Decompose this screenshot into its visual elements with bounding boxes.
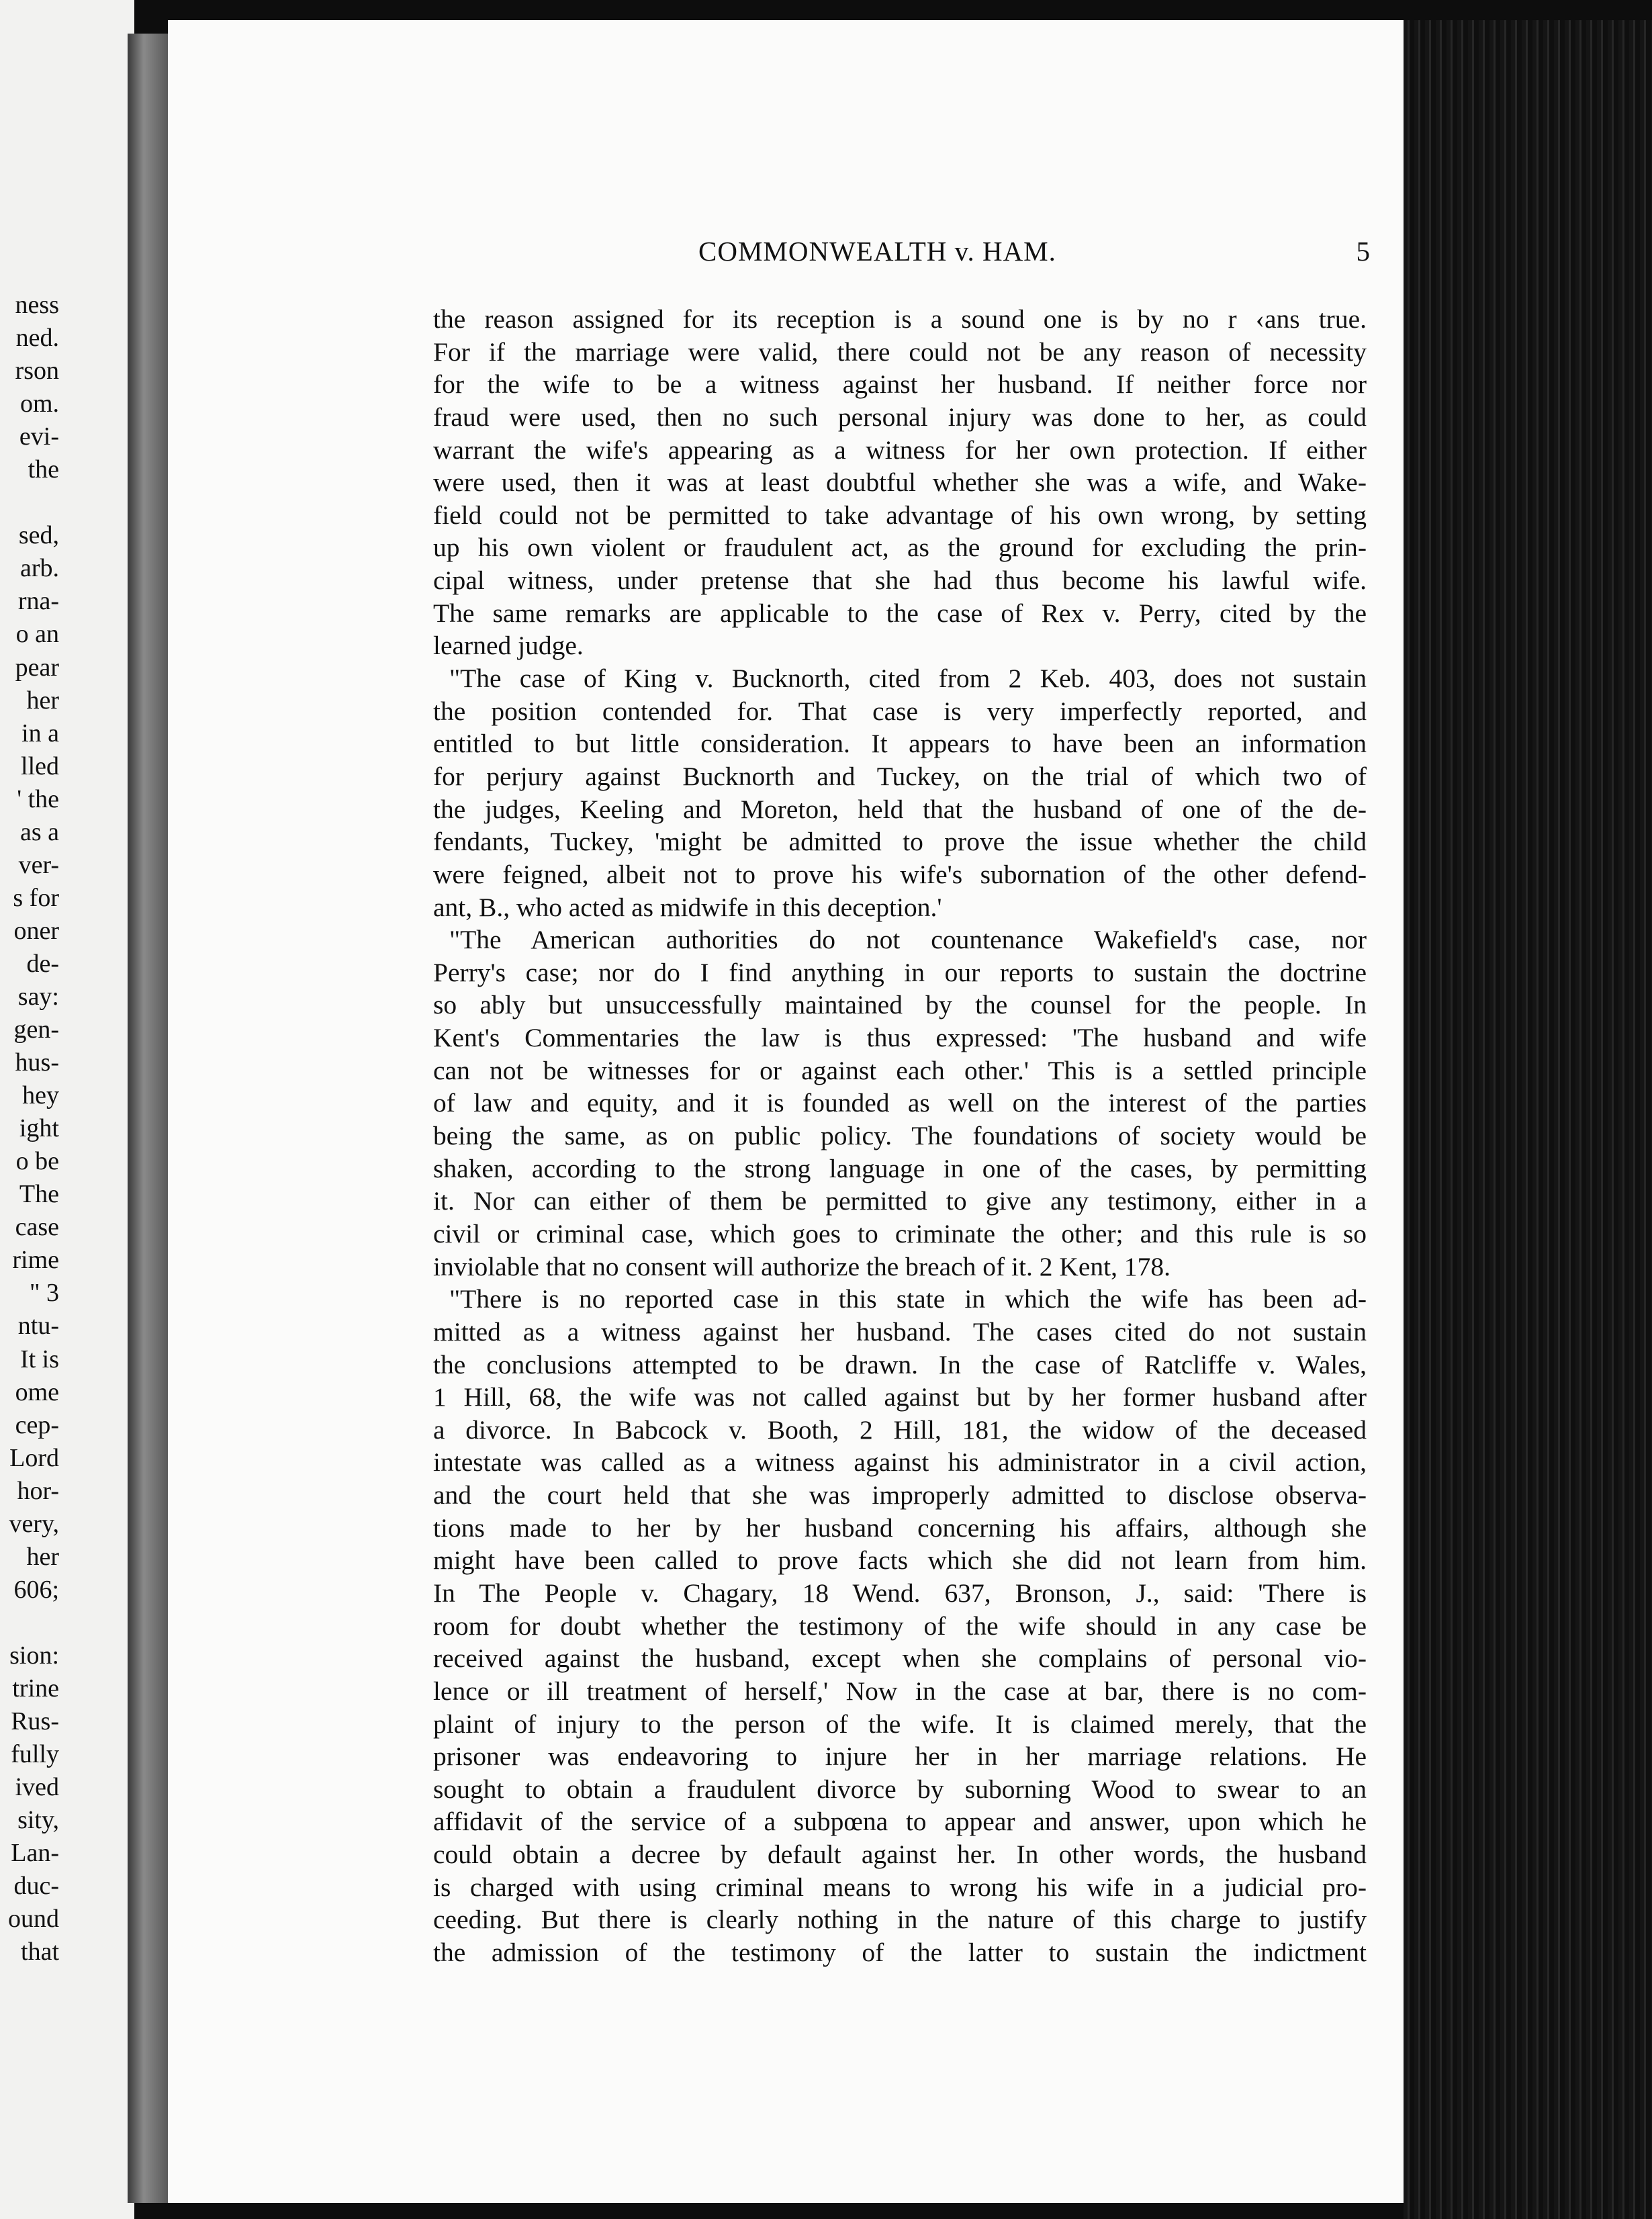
text-line: might have been called to prove facts which she did not learn from him.: [433, 1545, 1367, 1576]
text-line: civil or criminal case, which goes to criminate the other; and this rule is so: [433, 1218, 1367, 1249]
text-line: lence or ill treatment of herself,' Now in the case at bar, there is no com-: [433, 1676, 1367, 1706]
left-page-fragment: trine: [12, 1674, 59, 1703]
left-page-fragment: hus-: [15, 1048, 59, 1077]
text-line: the reason assigned for its reception is a sound one is by no r ‹ans true.: [433, 304, 1367, 334]
left-page-fragment: ntu-: [17, 1312, 59, 1341]
text-line: In The People v. Chagary, 18 Wend. 637, Bronson, J., said: 'There is: [433, 1578, 1367, 1608]
left-page-fragment: s for: [13, 883, 59, 912]
text-line: The same remarks are applicable to the case of Rex v. Perry, cited by the: [433, 598, 1367, 628]
left-facing-page: [0, 0, 134, 2219]
text-line: 1 Hill, 68, the wife was not called against but by her former husband after: [433, 1382, 1367, 1412]
left-page-fragment: ome: [15, 1377, 59, 1406]
left-page-fragment: Rus-: [11, 1707, 59, 1736]
text-line: for perjury against Bucknorth and Tuckey, on the trial of which two of: [433, 761, 1367, 791]
left-page-text-fragments: [0, 289, 59, 1968]
left-page-fragment: sed,: [18, 521, 59, 550]
text-line: shaken, according to the strong language in one of the cases, by permitting: [433, 1153, 1367, 1183]
main-page: [168, 20, 1404, 2203]
left-page-fragment: rson: [15, 357, 59, 386]
left-page-fragment: ound: [8, 1905, 59, 1934]
left-page-fragment: The: [19, 1180, 59, 1209]
left-page-fragment: very,: [9, 1509, 59, 1538]
text-line: is charged with using criminal means to wrong his wife in a judicial pro-: [433, 1872, 1367, 1902]
text-line: For if the marriage were valid, there could not be any reason of necessity: [433, 336, 1367, 367]
left-page-fragment: o an: [15, 620, 59, 649]
text-line: mitted as a witness against her husband. The cases cited do not sustain: [433, 1316, 1367, 1347]
left-page-fragment: the: [28, 455, 59, 484]
left-page-fragment: [0, 486, 59, 519]
text-line: sought to obtain a fraudulent divorce by suborning Wood to swear to an: [433, 1774, 1367, 1804]
left-page-fragment: case: [15, 1213, 59, 1242]
text-line: ant, B., who acted as midwife in this deception.': [433, 892, 942, 922]
text-line: were used, then it was at least doubtful whether she was a wife, and Wake-: [433, 467, 1367, 498]
text-line: the judges, Keeling and Moreton, held that the husband of one of the de-: [433, 794, 1367, 824]
text-line: affidavit of the service of a subpœna to appear and answer, upon which he: [433, 1807, 1367, 1837]
text-line: so ably but unsuccessfully maintained by the counsel for the people. In: [433, 990, 1367, 1020]
left-page-fragment: rna-: [17, 587, 59, 616]
running-head: COMMONWEALTH v. HAM.: [698, 236, 1056, 267]
text-line: learned judge.: [433, 631, 584, 661]
text-line: "The American authorities do not countenance Wakefield's case, nor: [449, 925, 1367, 955]
left-page-fragment: pear: [15, 653, 59, 682]
text-line: could obtain a decree by default against her. In other words, the husband: [433, 1840, 1367, 1870]
text-line: room for doubt whether the testimony of the wife should in any case be: [433, 1611, 1367, 1641]
left-page-fragment: her: [26, 686, 59, 715]
text-line: cipal witness, under pretense that she had thus become his lawful wife.: [433, 565, 1367, 596]
text-line: were feigned, albeit not to prove his wife's subornation of the other defend-: [433, 859, 1367, 889]
text-line: fraud were used, then no such personal injury was done to her, as could: [433, 402, 1367, 432]
body-text: [433, 303, 1367, 1969]
text-line: being the same, as on public policy. The foundations of society would be: [433, 1121, 1367, 1151]
left-page-fragment: arb.: [19, 554, 59, 583]
left-page-fragment: sity,: [17, 1806, 59, 1835]
left-page-fragment: fully: [11, 1740, 59, 1769]
left-page-fragment: cep-: [15, 1410, 59, 1439]
page-header: [698, 235, 1370, 275]
text-line: Perry's case; nor do I find anything in our reports to sustain the doctrine: [433, 957, 1367, 987]
left-page-fragment: gen-: [13, 1015, 59, 1044]
left-page-fragment: " 3: [29, 1279, 59, 1308]
text-line: and the court held that she was improperly admitted to disclose observa-: [433, 1480, 1367, 1510]
book-gutter: [128, 34, 168, 2203]
left-page-fragment: hey: [22, 1081, 59, 1110]
left-page-fragment: ver-: [18, 850, 59, 879]
left-page-fragment: hor-: [17, 1476, 59, 1505]
page-number: 5: [1356, 236, 1370, 267]
left-page-fragment: ness: [15, 291, 59, 319]
left-page-fragment: 606;: [13, 1575, 59, 1604]
left-page-fragment: de-: [26, 949, 59, 978]
left-page-fragment: lled: [21, 752, 59, 780]
text-line: fendants, Tuckey, 'might be admitted to prove the issue whether the child: [433, 827, 1367, 857]
left-page-fragment: evi-: [19, 422, 59, 451]
left-page-fragment: Lord: [9, 1443, 59, 1472]
text-line: received against the husband, except when she complains of personal vio-: [433, 1643, 1367, 1674]
left-page-fragment: duc-: [13, 1872, 59, 1901]
page-stack-edge: [1404, 20, 1652, 2219]
left-page-fragment: o be: [15, 1147, 59, 1176]
left-page-fragment: as a: [19, 817, 59, 846]
left-page-fragment: ived: [15, 1773, 59, 1802]
left-page-fragment: om.: [19, 390, 59, 418]
text-line: up his own violent or fraudulent act, as the ground for excluding the prin-: [433, 533, 1367, 563]
text-line: prisoner was endeavoring to injure her in her marriage relations. He: [433, 1741, 1367, 1772]
left-page-fragment: in a: [21, 719, 59, 748]
left-page-fragment: her: [26, 1542, 59, 1571]
text-line: of law and equity, and it is founded as well on the interest of the parties: [433, 1088, 1367, 1118]
left-page-fragment: [0, 1606, 59, 1639]
text-line: plaint of injury to the person of the wife. It is claimed merely, that the: [433, 1709, 1367, 1739]
text-line: intestate was called as a witness against his administrator in a civil action,: [433, 1447, 1367, 1478]
left-page-fragment: that: [21, 1938, 59, 1966]
text-line: the admission of the testimony of the latter to sustain the indictment: [433, 1938, 1367, 1968]
left-page-fragment: sion:: [9, 1641, 59, 1670]
text-line: "The case of King v. Bucknorth, cited from 2 Keb. 403, does not sustain: [449, 664, 1367, 694]
text-line: tions made to her by her husband concerning his affairs, although she: [433, 1512, 1367, 1543]
text-line: Kent's Commentaries the law is thus expressed: 'The husband and wife: [433, 1023, 1367, 1053]
left-page-fragment: It is: [19, 1345, 59, 1373]
left-page-fragment: say:: [17, 982, 59, 1011]
left-page-fragment: ' the: [17, 784, 59, 813]
text-line: field could not be permitted to take advantage of his own wrong, by setting: [433, 500, 1367, 530]
left-page-fragment: rime: [12, 1246, 59, 1275]
text-line: ceeding. But there is clearly nothing in the nature of this charge to justify: [433, 1905, 1367, 1935]
left-page-fragment: Lan-: [11, 1839, 59, 1868]
text-line: "There is no reported case in this state in which the wife has been ad-: [449, 1284, 1367, 1314]
left-page-fragment: oner: [13, 916, 59, 945]
left-page-fragment: ned.: [15, 324, 59, 353]
text-line: warrant the wife's appearing as a witness for her own protection. If either: [433, 435, 1367, 465]
text-line: inviolable that no consent will authorize the breach of it. 2 Kent, 178.: [433, 1251, 1171, 1281]
text-line: the position contended for. That case is very imperfectly reported, and: [433, 696, 1367, 726]
text-line: for the wife to be a witness against her husband. If neither force nor: [433, 369, 1367, 400]
text-line: it. Nor can either of them be permitted to give any testimony, either in a: [433, 1186, 1367, 1216]
text-line: a divorce. In Babcock v. Booth, 2 Hill, 181, the widow of the deceased: [433, 1414, 1367, 1445]
text-line: can not be witnesses for or against each other.' This is a settled principle: [433, 1055, 1367, 1085]
text-line: the conclusions attempted to be drawn. In the case of Ratcliffe v. Wales,: [433, 1349, 1367, 1379]
left-page-fragment: ight: [19, 1114, 59, 1143]
text-line: entitled to but little consideration. It appears to have been an information: [433, 729, 1367, 759]
